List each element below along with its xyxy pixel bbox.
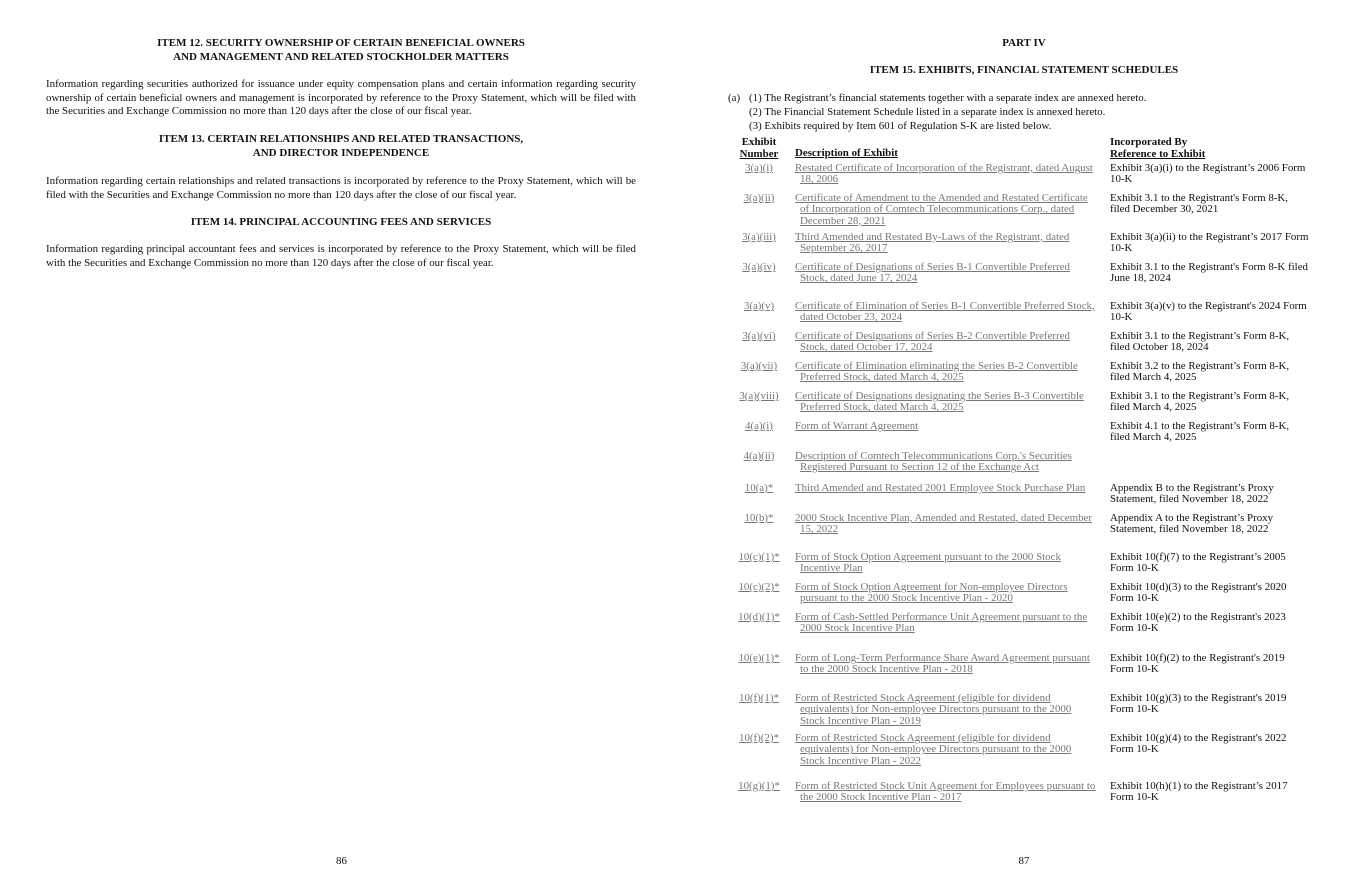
exhibit-reference: Exhibit 10(f)(7) to the Registrant’s 2005 Form 10-K bbox=[1110, 551, 1286, 575]
exhibit-description-link[interactable]: Description of Comtech Telecommunications Corp.'s Securities Registered Pursuant to Section 12 of the Exchange Act bbox=[795, 450, 1072, 474]
item12-heading bbox=[46, 37, 636, 64]
item13-heading bbox=[46, 133, 636, 160]
page-number-right: 87 bbox=[1018, 855, 1030, 867]
exhibit-description-link[interactable]: Form of Cash-Settled Performance Unit Agreement pursuant to the 2000 Stock Incentive Plan bbox=[795, 611, 1088, 635]
exhibits-intro bbox=[728, 92, 1146, 133]
exhibit-description-link[interactable]: Form of Warrant Agreement bbox=[795, 420, 919, 432]
exhibit-description-link[interactable]: Form of Long-Term Performance Share Award Agreement pursuant to the 2000 Stock Incentive Plan - 2018 bbox=[795, 652, 1090, 676]
exhibit-description-link[interactable]: Certificate of Designations of Series B-2 Convertible Preferred Stock, dated October 17, 2024 bbox=[795, 330, 1070, 354]
item13-title-line1: ITEM 13. CERTAIN RELATIONSHIPS AND RELATED TRANSACTIONS, bbox=[158, 133, 524, 145]
exhibit-number-link[interactable]: 3(a)(vii) bbox=[740, 360, 778, 372]
exhibit-reference: Exhibit 10(f)(2) to the Registrant's 2019 Form 10-K bbox=[1110, 652, 1285, 676]
exhibit-number-link[interactable]: 3(a)(viii) bbox=[739, 390, 779, 402]
exhibit-description-link[interactable]: Certificate of Designations designating the Series B-3 Convertible Preferred Stock, dated March 4, 2025 bbox=[795, 390, 1084, 414]
exhibit-description-link[interactable]: Restated Certificate of Incorporation of the Registrant, dated August 18, 2006 bbox=[795, 162, 1093, 186]
exhibit-description-link[interactable]: Certificate of Elimination eliminating the Series B-2 Convertible Preferred Stock, dated March 4, 2025 bbox=[795, 360, 1078, 384]
page-number-left: 86 bbox=[336, 855, 347, 867]
intro-line-2 bbox=[728, 106, 1146, 120]
exhibit-number-link[interactable]: 10(a)* bbox=[744, 482, 774, 494]
exhibit-reference: Exhibit 10(d)(3) to the Registrant's 2020 Form 10-K bbox=[1110, 581, 1287, 605]
item12-title-line2: AND MANAGEMENT AND RELATED STOCKHOLDER MATTERS bbox=[173, 50, 509, 63]
exhibit-number-link[interactable]: 10(f)(2)* bbox=[739, 732, 779, 744]
exhibit-number-link[interactable]: 4(a)(i) bbox=[745, 420, 773, 432]
exhibit-reference: Exhibit 4.1 to the Registrant’s Form 8-K, filed March 4, 2025 bbox=[1110, 420, 1290, 444]
intro-line2-text: (2) The Financial Statement Schedule listed in a separate index is annexed hereto. bbox=[749, 105, 1106, 118]
exhibit-description-link[interactable]: Form of Stock Option Agreement pursuant to the 2000 Stock Incentive Plan bbox=[795, 551, 1061, 575]
exhibit-reference: Exhibit 3.1 to the Registrant’s Form 8-K, filed October 18, 2024 bbox=[1110, 330, 1290, 354]
item14-text: Information regarding principal accountant fees and services is incorporated by reference to the Proxy Statement, which will be filed with the Securities and Exchange Commission no more than 120 days after the close of our fiscal year. bbox=[46, 243, 636, 269]
exhibit-number-link[interactable]: 10(f)(1)* bbox=[739, 692, 779, 704]
exhibit-description-link[interactable]: Certificate of Amendment to the Amended and Restated Certificate of Incorporation of Comtech Telecommunications Corp., dated December 28, 2021 bbox=[795, 192, 1088, 227]
exhibit-number-link[interactable]: 3(a)(i) bbox=[745, 162, 773, 174]
exhibit-description-link[interactable]: Form of Restricted Stock Unit Agreement for Employees pursuant to the 2000 Stock Incentive Plan - 2017 bbox=[795, 780, 1096, 804]
exhibit-reference: Appendix A to the Registrant’s Proxy Statement, filed November 18, 2022 bbox=[1110, 512, 1274, 536]
exhibit-number-link[interactable]: 3(a)(iv) bbox=[742, 261, 776, 273]
intro-label: (a) bbox=[728, 92, 741, 104]
exhibit-reference: Appendix B to the Registrant’s Proxy Statement, filed November 18, 2022 bbox=[1110, 482, 1274, 506]
exhibit-number-link[interactable]: 3(a)(iii) bbox=[742, 231, 776, 243]
exhibit-reference: Exhibit 10(g)(3) to the Registrant's 2019 Form 10-K bbox=[1110, 692, 1287, 716]
intro-line-3 bbox=[728, 120, 1146, 134]
exhibit-description-link[interactable]: Form of Restricted Stock Agreement (eligible for dividend equivalents) for Non-employee Directors pursuant to the 2000 Stock Incentive Plan - 2019 bbox=[795, 692, 1072, 727]
exhibit-number-link[interactable]: 10(c)(2)* bbox=[738, 581, 780, 593]
reference-header-line2: Reference to Exhibit bbox=[1110, 147, 1206, 160]
exhibit-number-header-line2: Number bbox=[739, 147, 779, 160]
exhibit-number-link[interactable]: 10(e)(1)* bbox=[738, 652, 780, 664]
exhibit-description-link[interactable]: Form of Restricted Stock Agreement (eligible for dividend equivalents) for Non-employee Directors pursuant to the 2000 Stock Incentive Plan - 2022 bbox=[795, 732, 1072, 767]
exhibit-reference: Exhibit 10(g)(4) to the Registrant's 2022 Form 10-K bbox=[1110, 732, 1287, 756]
exhibit-number-link[interactable]: 10(d)(1)* bbox=[738, 611, 780, 623]
exhibit-reference: Exhibit 3.2 to the Registrant’s Form 8-K, filed March 4, 2025 bbox=[1110, 360, 1290, 384]
exhibit-description-link[interactable]: Form of Stock Option Agreement for Non-employee Directors pursuant to the 2000 Stock Incentive Plan - 2020 bbox=[795, 581, 1068, 605]
exhibit-reference: Exhibit 10(h)(1) to the Registrant’s 2017 Form 10-K bbox=[1110, 780, 1288, 804]
item15-heading: ITEM 15. EXHIBITS, FINANCIAL STATEMENT SCHEDULES bbox=[869, 64, 1179, 76]
exhibit-reference: Exhibit 10(e)(2) to the Registrant's 2023 Form 10-K bbox=[1110, 611, 1286, 635]
exhibit-reference: Exhibit 3.1 to the Registrant’s Form 8-K, filed March 4, 2025 bbox=[1110, 390, 1290, 414]
item13-text: Information regarding certain relationships and related transactions is incorporated by reference to the Proxy Statement, which will be filed with the Securities and Exchange Commission no more than 120 days after the close of our fiscal year. bbox=[46, 175, 636, 201]
exhibit-number-link[interactable]: 3(a)(vi) bbox=[742, 330, 776, 342]
reference-header bbox=[1110, 137, 1205, 160]
exhibit-reference: Exhibit 3.1 to the Registrant's Form 8-K, filed December 30, 2021 bbox=[1110, 192, 1289, 216]
exhibit-reference: Exhibit 3(a)(v) to the Registrant's 2024 Form 10-K bbox=[1110, 300, 1307, 324]
intro-line3-text: (3) Exhibits required by Item 601 of Regulation S-K are listed below. bbox=[749, 119, 1052, 132]
item13-title-line2: AND DIRECTOR INDEPENDENCE bbox=[252, 146, 430, 159]
exhibit-number-link[interactable]: 4(a)(ii) bbox=[743, 450, 775, 462]
item14-heading bbox=[46, 216, 636, 230]
exhibit-number-header-line1: Exhibit bbox=[741, 136, 777, 148]
exhibit-number-header bbox=[738, 137, 780, 160]
exhibit-number-link[interactable]: 10(g)(1)* bbox=[738, 780, 780, 792]
exhibit-description-link[interactable]: Third Amended and Restated By-Laws of the Registrant, dated September 26, 2017 bbox=[795, 231, 1070, 255]
part-title: PART IV bbox=[1002, 37, 1046, 49]
exhibit-number-link[interactable]: 10(c)(1)* bbox=[738, 551, 780, 563]
exhibit-reference: Exhibit 3(a)(i) to the Registrant’s 2006 Form 10-K bbox=[1110, 162, 1306, 186]
intro-line-1 bbox=[728, 92, 1146, 106]
description-header: Description of Exhibit bbox=[795, 147, 898, 159]
exhibit-description-link[interactable]: Third Amended and Restated 2001 Employee Stock Purchase Plan bbox=[795, 482, 1086, 494]
right-page bbox=[683, 0, 1365, 889]
exhibit-number-link[interactable]: 3(a)(ii) bbox=[743, 192, 775, 204]
exhibit-description-link[interactable]: Certificate of Elimination of Series B-1 Convertible Preferred Stock, dated October 23, 2024 bbox=[795, 300, 1095, 324]
exhibit-reference: Exhibit 3(a)(ii) to the Registrant’s 2017 Form 10-K bbox=[1110, 231, 1309, 255]
exhibit-number-link[interactable]: 3(a)(v) bbox=[743, 300, 775, 312]
exhibit-description-link[interactable]: Certificate of Designations of Series B-1 Convertible Preferred Stock, dated June 17, 2024 bbox=[795, 261, 1070, 285]
item12-text: Information regarding securities authorized for issuance under equity compensation plans and certain information regarding security ownership of certain beneficial owners and management is incorporated by reference to the Proxy Statement, which will be filed with the Securities and Exchange Commission no more than 120 days after the close of our fiscal year. bbox=[46, 78, 636, 118]
exhibit-reference: Exhibit 3.1 to the Registrant's Form 8-K filed June 18, 2024 bbox=[1110, 261, 1308, 285]
exhibit-number-link[interactable]: 10(b)* bbox=[744, 512, 774, 524]
exhibit-description-link[interactable]: 2000 Stock Incentive Plan, Amended and Restated, dated December 15, 2022 bbox=[795, 512, 1092, 536]
item12-title-line1: ITEM 12. SECURITY OWNERSHIP OF CERTAIN BENEFICIAL OWNERS bbox=[157, 37, 525, 49]
item14-title: ITEM 14. PRINCIPAL ACCOUNTING FEES AND SERVICES bbox=[190, 216, 492, 228]
reference-header-line1: Incorporated By bbox=[1110, 136, 1188, 148]
intro-line1-text: (1) The Registrant’s financial statements together with a separate index are annexed hereto. bbox=[749, 92, 1147, 104]
